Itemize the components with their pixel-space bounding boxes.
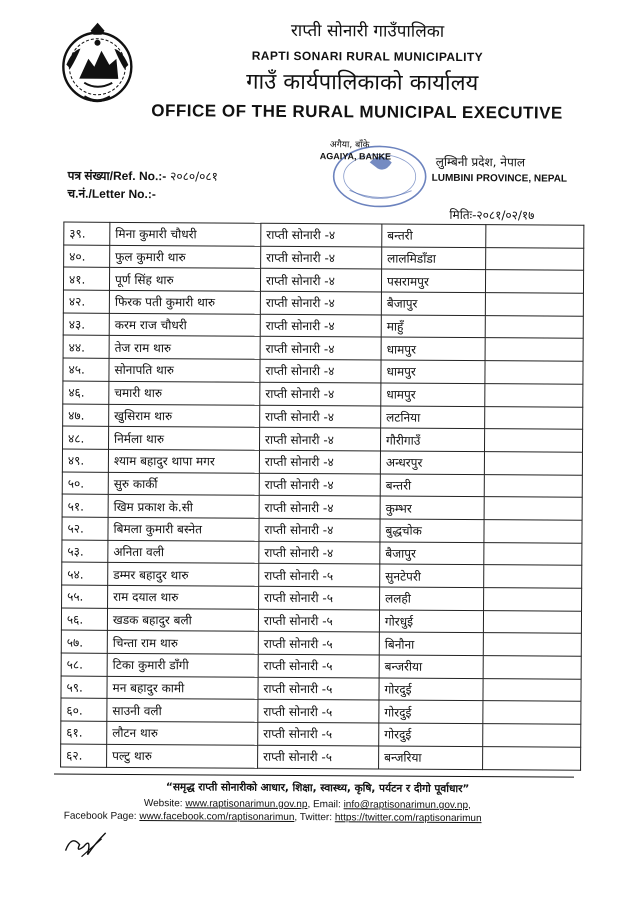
name-cell: फुल कुमारी थारु [110,245,261,269]
name-cell: चमारी थारु [109,381,260,405]
reference-value: २०८०/०८१ [170,169,218,184]
village-cell: गोरधुई [379,610,483,633]
name-cell: बिमला कुमारी बस्नेत [108,517,259,541]
serial-number-cell: ५४. [62,562,108,585]
address-cell: राप्ती सोनारी -५ [258,722,379,745]
table-row [61,676,581,702]
address-cell: राप्ती सोनारी -४ [259,427,380,450]
address-cell: राप्ती सोनारी -४ [259,473,380,496]
address-cell: राप्ती सोनारी -४ [259,496,380,519]
village-cell: बन्तरी [380,474,484,497]
blank-cell [484,497,582,520]
address-cell: राप्ती सोनारी -५ [259,586,380,609]
letter-number [68,185,156,203]
blank-cell [485,270,583,293]
office-name-nepali: गाउँ कार्यपालिकाको कार्यालय [246,69,479,97]
serial-number-cell: ४६. [63,381,109,404]
address-cell: राप्ती सोनारी -४ [260,337,381,360]
district-nepali: अगैया, बाँके [329,140,370,151]
letter-date: मितिः-२०८१/०२/१७ [449,207,535,223]
footer-social-line [64,811,482,825]
beneficiary-table-body [61,222,584,770]
email-label: , Email: [307,799,341,811]
village-cell: ललही [380,587,484,610]
village-cell: धामपुर [381,337,485,360]
address-cell: राप्ती सोनारी -५ [258,745,379,768]
blank-cell [485,315,583,338]
address-cell: राप्ती सोनारी -४ [259,518,380,541]
blank-cell [485,361,583,384]
village-cell: माहुँ [381,315,485,338]
address-cell: राप्ती सोनारी -५ [258,700,379,723]
village-cell: बन्जरीया [379,655,483,678]
address-cell: राप्ती सोनारी -४ [260,269,381,292]
letter-label: च.नं./Letter No.:- [67,186,156,202]
village-cell: गोरदुई [379,700,483,723]
footer-slogan: “समृद्ध राप्ती सोनारीको आधार, शिक्षा, स्वास्थ्य, कृषि, पर्यटन र दीगो पूर्वाधार” [165,781,470,796]
address-cell: राप्ती सोनारी -४ [260,382,381,405]
table-row [63,267,583,293]
table-row [63,358,583,384]
table-row [62,562,582,588]
table-row [63,426,583,452]
province-english: LUMBINI PROVINCE, NEPAL [431,172,568,185]
serial-number-cell: ६१. [61,721,107,744]
table-row [61,721,581,747]
table-row [63,381,583,407]
table-row [62,517,582,543]
address-cell: राप्ती सोनारी -५ [258,632,379,655]
name-cell: श्याम बहादुर थापा मगर [108,449,259,473]
village-cell: बैजापुर [381,292,485,315]
name-cell: निर्मला थारु [109,427,260,451]
address-cell: राप्ती सोनारी -४ [260,405,381,428]
website-link[interactable]: www.raptisonarimun.gov.np [185,798,308,811]
province-nepali: लुम्बिनी प्रदेश, नेपाल [435,154,526,170]
table-row [64,222,584,248]
serial-number-cell: ४१. [63,267,109,290]
blank-cell [485,338,583,361]
name-cell: तेज राम थारु [109,336,260,360]
blank-cell [484,565,582,588]
serial-number-cell: ४०. [64,245,110,268]
serial-number-cell: ४७. [63,404,109,427]
village-cell: बैजापुर [380,542,484,565]
name-cell: पल्टु थारु [107,744,258,768]
name-cell: खिम प्रकाश के.सी [108,495,259,519]
municipality-name-nepali: राप्ती सोनारी गाउँपालिका [290,20,445,42]
table-row [62,449,582,475]
address-cell: राप्ती सोनारी -५ [258,677,379,700]
facebook-label: Facebook Page: [63,810,137,823]
village-cell: बुद्धचोक [380,519,484,542]
reference-label: पत्र संख्या/Ref. No.:- [67,168,167,184]
name-cell: साउनी वली [107,699,258,723]
serial-number-cell: ५३. [62,540,108,563]
address-cell: राप्ती सोनारी -४ [260,291,381,314]
serial-number-cell: ५१. [62,494,108,517]
serial-number-cell: ३९. [64,222,110,245]
address-cell: राप्ती सोनारी -४ [259,450,380,473]
blank-cell [485,406,583,429]
blank-cell [483,610,581,633]
name-cell: खुसिराम थारु [109,404,260,428]
table-row [61,698,581,724]
table-row [63,404,583,430]
name-cell: टिका कुमारी डाँगी [107,653,258,677]
facebook-link[interactable]: www.facebook.com/raptisonarimun [139,811,295,823]
address-cell: राप्ती सोनारी -५ [258,654,379,677]
village-cell: पसरामपुर [381,269,485,292]
name-cell: खडक बहादुर बली [107,608,258,632]
blank-cell [483,656,581,679]
serial-number-cell: ४४. [63,335,109,358]
address-cell: राप्ती सोनारी -४ [261,223,382,246]
village-cell: लटनिया [381,405,485,428]
serial-number-cell: ४९. [62,449,108,472]
serial-number-cell: ५७. [61,630,107,653]
blank-cell [484,520,582,543]
village-cell: बन्तरी [382,224,486,247]
name-cell: मन बहादुर कामी [107,676,258,700]
serial-number-cell: ४३. [63,313,109,336]
district-english: AGAIYA, BANKE [319,151,392,162]
village-cell: गोरदुई [379,678,483,701]
twitter-label: , Twitter: [294,811,333,824]
blank-cell [484,429,582,452]
village-cell: गौरीगाउँ [380,428,484,451]
name-cell: सुरु कार्की [108,472,259,496]
table-row [62,585,582,611]
email-link[interactable]: info@raptisonarimun.gov.np [343,799,469,812]
blank-cell [486,247,584,270]
email-end: , [468,800,471,812]
blank-cell [484,452,582,475]
name-cell: फिरक पती कुमारी थारु [109,290,260,314]
name-cell: चिन्ता राम थारु [107,631,258,655]
blank-cell [484,474,582,497]
blank-cell [483,701,581,724]
blank-cell [483,678,581,701]
village-cell: सुनटेपरी [380,564,484,587]
footer-contact-line [144,798,471,811]
table-row [63,313,583,339]
reference-number [68,167,218,185]
serial-number-cell: ५६. [61,608,107,631]
blank-cell [483,633,581,656]
serial-number-cell: ४२. [63,290,109,313]
blank-cell [486,225,584,248]
municipality-name-english: RAPTI SONARI RURAL MUNICIPALITY [251,48,484,65]
address-cell: राप्ती सोनारी -४ [261,246,382,269]
beneficiary-table [60,222,584,771]
table-row [62,494,582,520]
village-cell: अन्धरपुर [380,451,484,474]
table-row [61,630,581,656]
table-row [62,540,582,566]
village-cell: बन्जरिया [379,746,483,769]
serial-number-cell: ५९. [61,676,107,699]
table-row [61,608,581,634]
name-cell: राम दयाल थारु [108,585,259,609]
serial-number-cell: ५५. [62,585,108,608]
table-row [63,335,583,361]
village-cell: कुम्भर [380,496,484,519]
serial-number-cell: ४८. [63,426,109,449]
twitter-link[interactable]: https://twitter.com/raptisonarimun [334,812,482,825]
address-cell: राप्ती सोनारी -५ [258,609,379,632]
serial-number-cell: ५०. [62,472,108,495]
address-cell: राप्ती सोनारी -४ [260,359,381,382]
table-row [61,744,581,770]
name-cell: लौटन थारु [107,721,258,745]
blank-cell [483,746,581,769]
village-cell: बिनौना [379,632,483,655]
signature-icon [61,825,113,859]
blank-cell [485,293,583,316]
nepal-emblem-icon [54,20,141,107]
website-label: Website: [143,798,183,810]
name-cell: सोनापति थारु [109,358,260,382]
village-cell: गोरदुई [379,723,483,746]
serial-number-cell: ६०. [61,698,107,721]
name-cell: करम राज चौधरी [109,313,260,337]
village-cell: धामपुर [381,360,485,383]
village-cell: लालमिडाँडा [382,247,486,270]
name-cell: मिना कुमारी चौधरी [110,222,261,246]
name-cell: पूर्ण सिंह थारु [109,268,260,292]
name-cell: डम्मर बहादुर थारु [108,563,259,587]
table-row [64,245,584,271]
office-name-english: OFFICE OF THE RURAL MUNICIPAL EXECUTIVE [151,101,563,123]
address-cell: राप्ती सोनारी -४ [260,314,381,337]
blank-cell [484,542,582,565]
name-cell: अनिता वली [108,540,259,564]
serial-number-cell: ५२. [62,517,108,540]
blank-cell [485,383,583,406]
serial-number-cell: ६२. [61,744,107,767]
village-cell: धामपुर [381,383,485,406]
footer-divider [54,774,574,778]
blank-cell [483,724,581,747]
serial-number-cell: ४५. [63,358,109,381]
table-row [61,653,581,679]
serial-number-cell: ५८. [61,653,107,676]
blank-cell [484,588,582,611]
address-cell: राप्ती सोनारी -५ [259,564,380,587]
table-row [63,290,583,316]
table-row [62,472,582,498]
address-cell: राप्ती सोनारी -४ [259,541,380,564]
